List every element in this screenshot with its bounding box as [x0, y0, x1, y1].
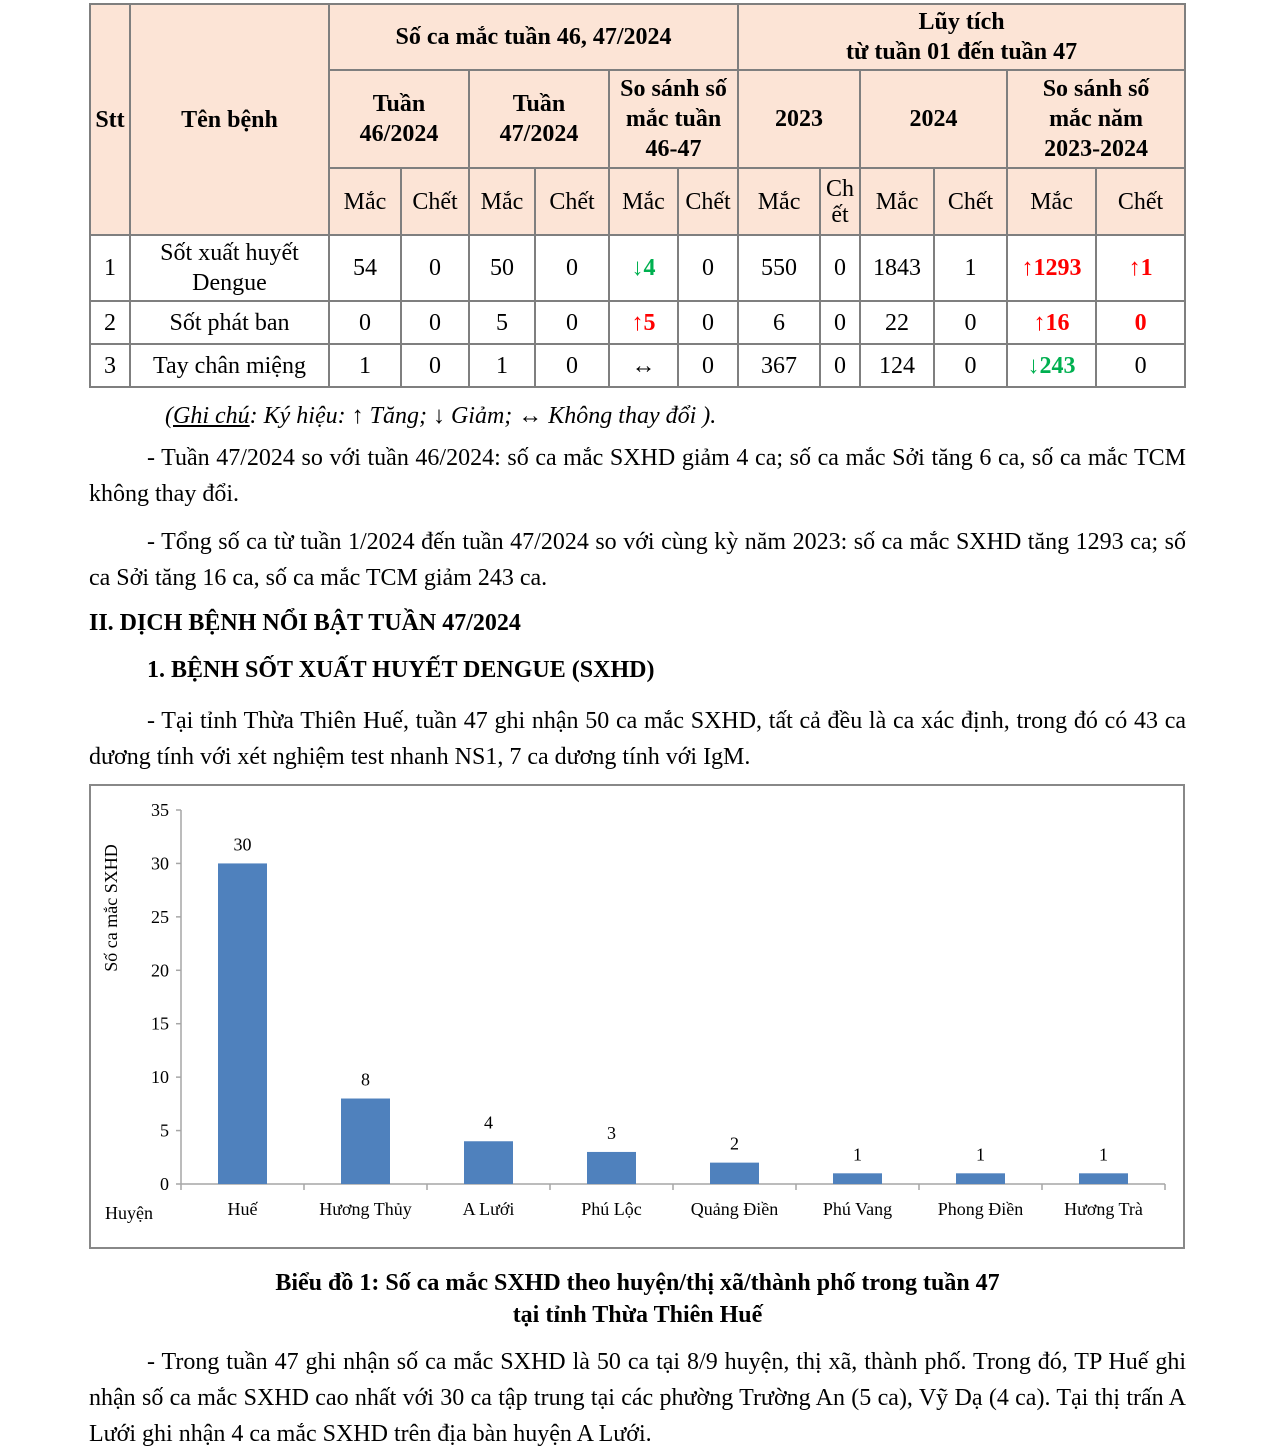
header-disease-name: Tên bệnh: [130, 4, 329, 235]
x-category-label: Phú Lộc: [581, 1199, 642, 1219]
cell-cmp-week-deaths: 0: [678, 301, 738, 344]
document-page: [89, 3, 1186, 1447]
data-label: 4: [484, 1112, 493, 1133]
chart-caption-line1: Biểu đồ 1: Số ca mắc SXHD theo huyện/thị xã/thành phố trong tuần 47: [275, 1270, 1000, 1296]
header-compare-week: So sánh số mắc tuần 46-47: [609, 70, 738, 168]
cell-w47-deaths: 0: [535, 344, 609, 387]
header-cumulative-line1: Lũy tích: [918, 9, 1005, 35]
bar-7: [1079, 1173, 1128, 1184]
header-week47: Tuần 47/2024: [469, 70, 609, 168]
cell-stt: 2: [90, 301, 130, 344]
bar-0: [218, 863, 267, 1184]
cell-y2024-deaths: 1: [934, 235, 1007, 301]
cell-cmp-year-cases: ↓243: [1007, 344, 1096, 387]
x-category-label: Hương Trà: [1064, 1199, 1143, 1219]
bar-5: [833, 1173, 882, 1184]
header-year2024: 2024: [860, 70, 1007, 168]
cell-w46-deaths: 0: [401, 235, 469, 301]
bar-2: [464, 1141, 513, 1184]
data-label: 30: [233, 834, 252, 855]
note-text: : Ký hiệu: ↑ Tăng; ↓ Giảm; ↔ Không thay đổi ).: [249, 403, 717, 429]
cell-y2024-cases: 22: [860, 301, 934, 344]
paragraph-district-summary: - Trong tuần 47 ghi nhận số ca mắc SXHD là 50 ca tại 8/9 huyện, thị xã, thành phố. Trong đó, TP Huế ghi nhận số ca mắc SXHD cao nhất với 30 ca tập trung tại các phường Trường An (5 ca), Vỹ Dạ (4 ca). Tại thị trấn A Lưới ghi nhận 4 ca mắc SXHD trên địa bàn huyện A Lưới.: [89, 1349, 1186, 1447]
cell-y2023-cases: 6: [738, 301, 820, 344]
paragraph-cumulative-compare: - Tổng số ca từ tuần 1/2024 đến tuần 47/2024 so với cùng kỳ năm 2023: số ca mắc SXHD tăng 1293 ca; số ca Sởi tăng 16 ca, số ca mắc TCM giảm 243 ca.: [89, 529, 1186, 591]
bar-4: [710, 1163, 759, 1184]
x-category-label: Hương Thủy: [319, 1199, 412, 1219]
cell-w47-deaths: 0: [535, 301, 609, 344]
data-label: 2: [730, 1133, 739, 1154]
header-cases: Mắc: [738, 168, 820, 235]
y-tick-label: 25: [151, 906, 169, 927]
cell-y2023-cases: 550: [738, 235, 820, 301]
data-label: 3: [607, 1122, 616, 1143]
y-tick-label: 30: [151, 853, 169, 874]
cell-disease-name: Sốt xuất huyết Dengue: [130, 235, 329, 301]
paragraph-weekly-compare: - Tuần 47/2024 so với tuần 46/2024: số ca mắc SXHD giảm 4 ca; số ca mắc Sởi tăng 6 ca, số ca mắc TCM không thay đổi.: [89, 445, 1186, 507]
cell-w47-deaths: 0: [535, 235, 609, 301]
x-axis-title: Huyện: [105, 1203, 153, 1223]
header-deaths: Chết: [678, 168, 738, 235]
cell-disease-name: Sốt phát ban: [130, 301, 329, 344]
cell-cmp-year-deaths: ↑1: [1096, 235, 1185, 301]
x-category-label: Huế: [227, 1199, 258, 1219]
bar-chart: [89, 784, 1185, 1249]
header-deaths: Chết: [535, 168, 609, 235]
header-cases: Mắc: [860, 168, 934, 235]
x-category-label: Phú Vang: [822, 1199, 893, 1219]
cell-cmp-week-cases: ↔: [609, 344, 678, 387]
section-title: II. DỊCH BỆNH NỔI BẬT TUẦN 47/2024: [89, 610, 521, 636]
header-deaths: Chết: [934, 168, 1007, 235]
cell-w46-cases: 0: [329, 301, 401, 344]
table-row: [90, 301, 1185, 344]
paragraph-hue-cases: - Tại tỉnh Thừa Thiên Huế, tuần 47 ghi nhận 50 ca mắc SXHD, tất cả đều là ca xác định, trong đó có 43 ca dương tính với xét nghiệm test nhanh NS1, 7 ca dương tính với IgM.: [89, 708, 1186, 770]
cell-stt: 1: [90, 235, 130, 301]
y-tick-label: 35: [151, 800, 169, 820]
data-label: 8: [361, 1069, 370, 1090]
legend-note: (Ghi chú: Ký hiệu: ↑ Tăng; ↓ Giảm; ↔ Không thay đổi ).: [165, 403, 717, 429]
cell-disease-name: Tay chân miệng: [130, 344, 329, 387]
header-cumulative-line2: từ tuần 01 đến tuần 47: [846, 39, 1078, 65]
x-category-label: Quảng Điền: [690, 1199, 779, 1219]
cell-cmp-year-cases: ↑16: [1007, 301, 1096, 344]
cell-stt: 3: [90, 344, 130, 387]
header-deaths: Ch ết: [820, 168, 860, 235]
data-label: 1: [976, 1144, 985, 1165]
y-tick-label: 0: [160, 1174, 169, 1194]
data-label: 1: [1099, 1144, 1108, 1165]
cell-cmp-week-cases: ↓4: [609, 235, 678, 301]
cell-y2024-deaths: 0: [934, 344, 1007, 387]
cell-cmp-week-deaths: 0: [678, 344, 738, 387]
header-deaths: Chết: [1096, 168, 1185, 235]
cell-w46-cases: 1: [329, 344, 401, 387]
cell-w47-cases: 1: [469, 344, 535, 387]
cell-y2023-deaths: 0: [820, 301, 860, 344]
header-cumulative-group: [738, 4, 1185, 70]
y-tick-label: 5: [160, 1120, 169, 1141]
header-year2023: 2023: [738, 70, 860, 168]
header-deaths: Chết: [401, 168, 469, 235]
header-compare-year: So sánh số mắc năm 2023-2024: [1007, 70, 1185, 168]
table-row: [90, 344, 1185, 387]
cell-y2023-cases: 367: [738, 344, 820, 387]
cell-w46-deaths: 0: [401, 301, 469, 344]
cell-cmp-year-cases: ↑1293: [1007, 235, 1096, 301]
bar-3: [587, 1152, 636, 1184]
x-category-label: A Lưới: [462, 1199, 515, 1219]
cell-w47-cases: 5: [469, 301, 535, 344]
header-cases: Mắc: [329, 168, 401, 235]
chart-caption-line2: tại tỉnh Thừa Thiên Huế: [512, 1302, 763, 1328]
cell-y2023-deaths: 0: [820, 344, 860, 387]
cell-y2024-cases: 1843: [860, 235, 934, 301]
chart-svg: [91, 786, 1187, 1251]
header-week46: Tuần 46/2024: [329, 70, 469, 168]
bar-6: [956, 1173, 1005, 1184]
cell-w46-deaths: 0: [401, 344, 469, 387]
y-tick-label: 20: [151, 960, 169, 981]
x-category-label: Phong Điền: [937, 1199, 1024, 1219]
cell-cmp-year-deaths: 0: [1096, 301, 1185, 344]
cell-w46-cases: 54: [329, 235, 401, 301]
table-row: [90, 235, 1185, 301]
cell-y2024-deaths: 0: [934, 301, 1007, 344]
header-cases: Mắc: [1007, 168, 1096, 235]
header-cases: Mắc: [469, 168, 535, 235]
y-tick-label: 15: [151, 1013, 169, 1034]
header-weekly-group: Số ca mắc tuần 46, 47/2024: [329, 4, 738, 70]
header-cases: Mắc: [609, 168, 678, 235]
subsection-title: 1. BỆNH SỐT XUẤT HUYẾT DENGUE (SXHD): [147, 657, 655, 683]
cell-cmp-year-deaths: 0: [1096, 344, 1185, 387]
y-tick-label: 10: [151, 1067, 169, 1088]
cell-w47-cases: 50: [469, 235, 535, 301]
header-stt: Stt: [90, 4, 130, 235]
disease-stats-table: [89, 3, 1186, 388]
cell-cmp-week-cases: ↑5: [609, 301, 678, 344]
note-label: Ghi chú: [173, 403, 250, 429]
y-axis-title: Số ca mắc SXHD: [101, 844, 121, 972]
data-label: 1: [853, 1144, 862, 1165]
cell-y2023-deaths: 0: [820, 235, 860, 301]
bar-1: [341, 1099, 390, 1184]
cell-y2024-cases: 124: [860, 344, 934, 387]
cell-cmp-week-deaths: 0: [678, 235, 738, 301]
